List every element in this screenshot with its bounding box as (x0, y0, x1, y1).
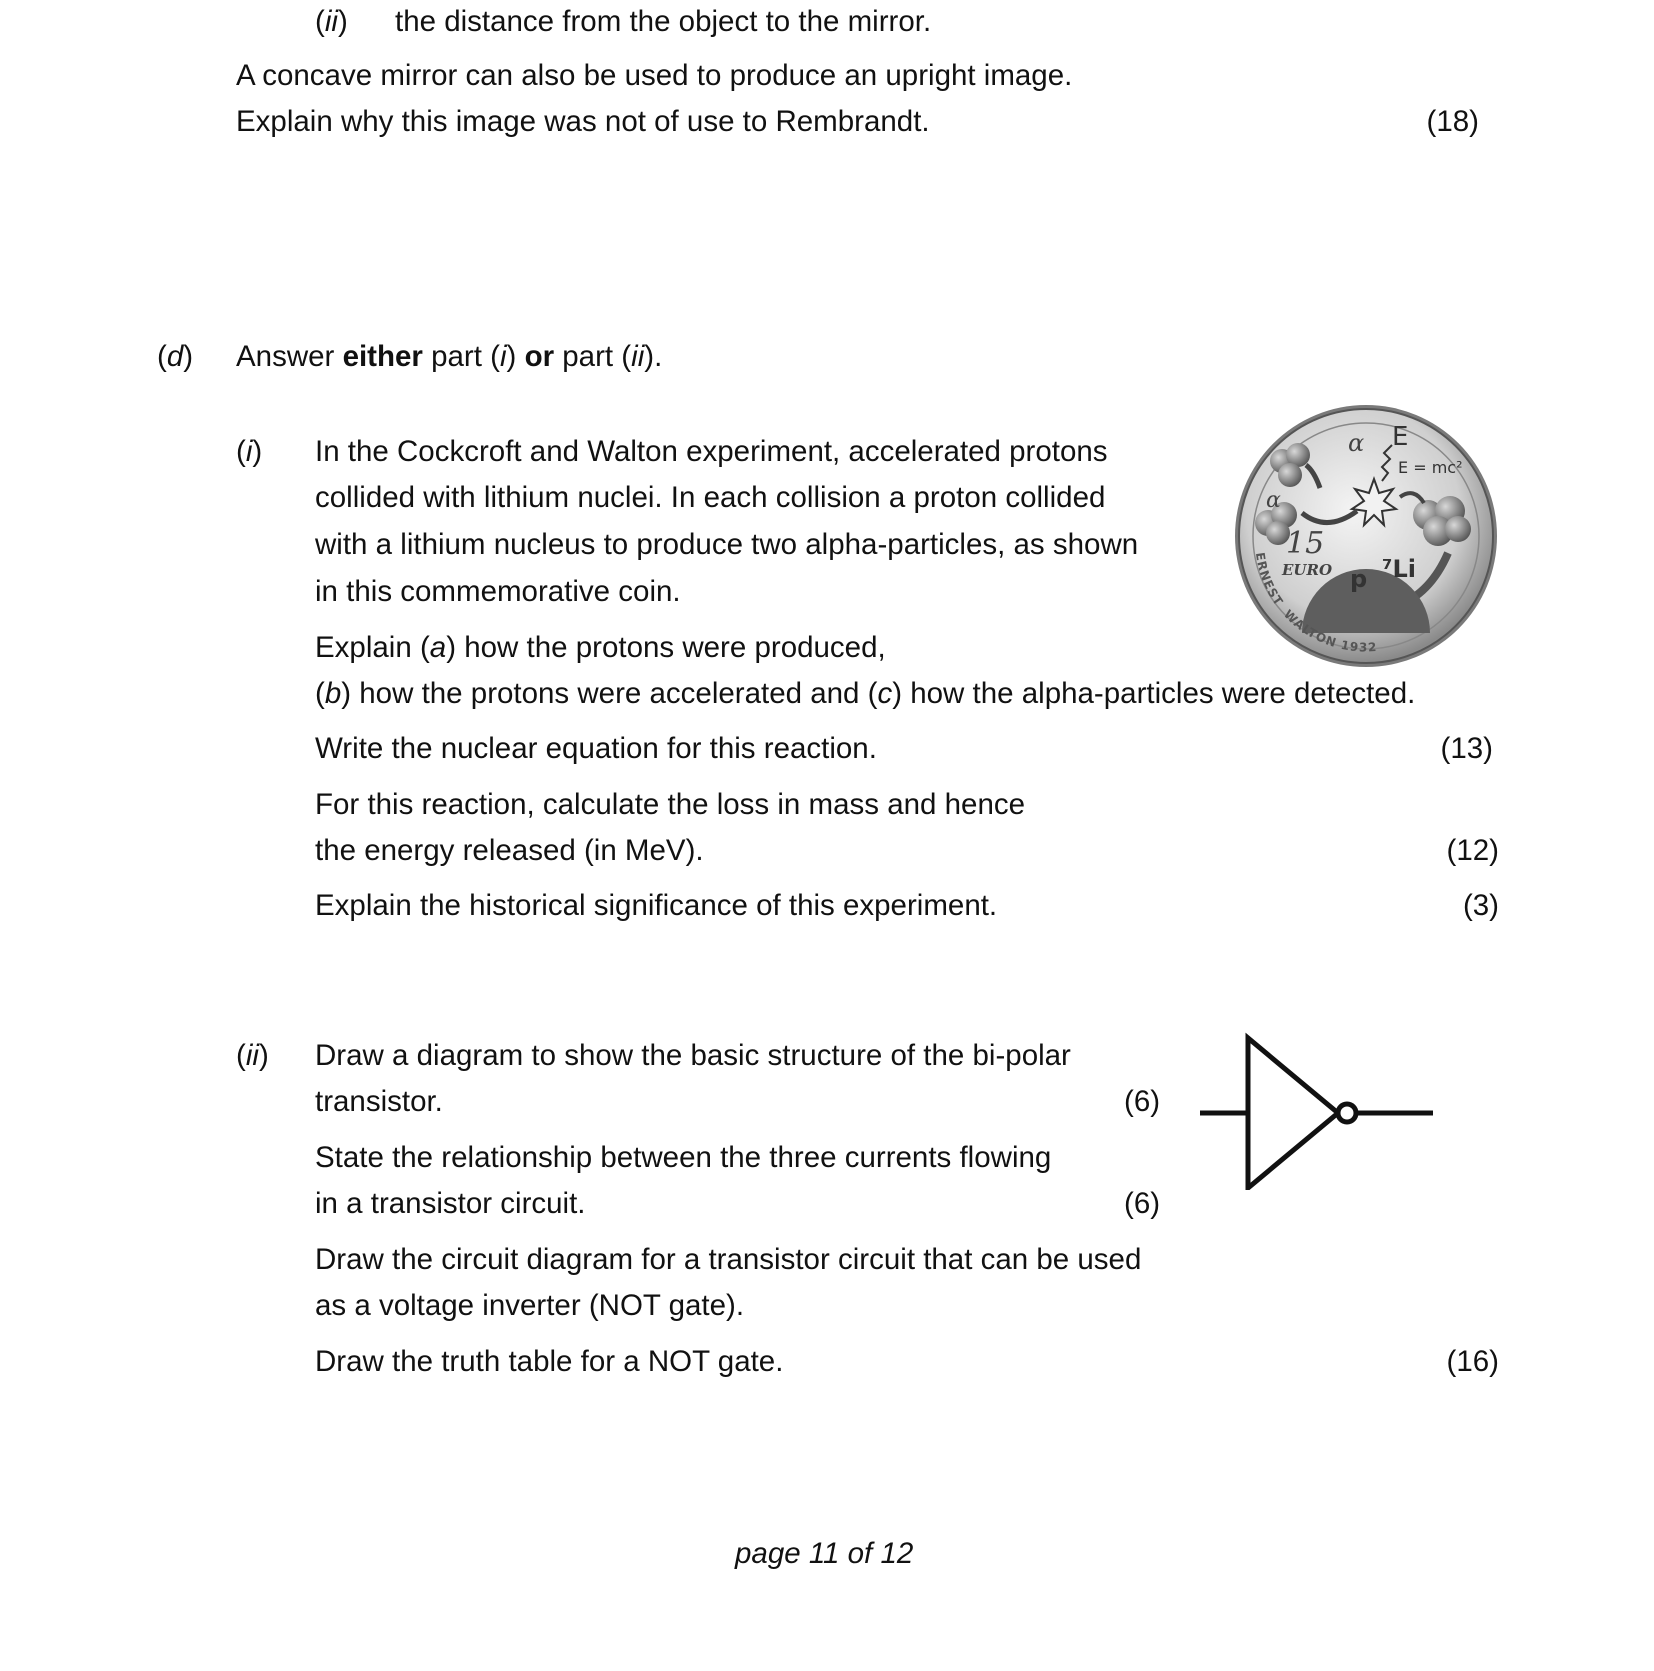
question-line: collided with lithium nuclei. In each collision a proton collided (315, 481, 1106, 514)
coin-proton-label: p (1350, 565, 1368, 593)
question-line: the distance from the object to the mirror. (395, 5, 932, 38)
marks-label: (16) (1446, 1345, 1499, 1378)
marks-label: (6) (1124, 1187, 1161, 1220)
question-line: the energy released (in MeV). (315, 834, 704, 867)
marks-label: (3) (1462, 889, 1499, 922)
page-number: page 11 of 12 (735, 1537, 914, 1570)
marks-label: (6) (1124, 1085, 1161, 1118)
question-line: State the relationship between the three currents flowing (315, 1141, 1052, 1174)
item-label-i: (i) (236, 435, 263, 468)
section-instruction: Answer either part (i) or part (ii). (236, 340, 663, 373)
not-gate-symbol (1200, 1030, 1440, 1190)
question-line: Draw the truth table for a NOT gate. (315, 1345, 784, 1378)
question-line: Write the nuclear equation for this reaction. (315, 732, 877, 765)
marks-label: (12) (1446, 834, 1499, 867)
question-line: in a transistor circuit. (315, 1187, 586, 1220)
section-label-d: (d) (157, 340, 194, 373)
coin-denomination: 15 (1286, 526, 1325, 561)
commemorative-coin-image (1232, 403, 1500, 669)
marks-label: (13) (1440, 732, 1493, 765)
question-line: Draw a diagram to show the basic structure of the bi-polar (315, 1039, 1071, 1072)
coin-alpha-left: α (1266, 488, 1281, 513)
question-line: with a lithium nucleus to produce two alpha-particles, as shown (315, 528, 1139, 561)
question-paragraph: A concave mirror can also be used to produce an upright image. (236, 59, 1073, 92)
coin-currency: EURO (1282, 561, 1333, 579)
question-line: Explain the historical significance of this experiment. (315, 889, 998, 922)
question-line: as a voltage inverter (NOT gate). (315, 1289, 745, 1322)
coin-rim-inscription: ERNEST WALTON 1932 (1252, 551, 1378, 655)
item-label-ii: (ii) (315, 5, 348, 38)
question-line: For this reaction, calculate the loss in mass and hence (315, 788, 1026, 821)
coin-alpha-top: α (1348, 429, 1365, 457)
question-line: (b) how the protons were accelerated and (c) how the alpha-particles were detected. (315, 677, 1416, 710)
item-label-ii: (ii) (236, 1039, 269, 1072)
coin-energy-label: E (1392, 422, 1409, 452)
question-line: Draw the circuit diagram for a transistor circuit that can be used (315, 1243, 1142, 1276)
coin-lithium-label: ⁷Li (1382, 555, 1417, 583)
marks-label: (18) (1426, 105, 1479, 138)
question-line: In the Cockcroft and Walton experiment, accelerated protons (315, 435, 1108, 468)
question-line: Explain (a) how the protons were produced, (315, 631, 886, 664)
coin-formula: E = mc² (1398, 458, 1463, 477)
question-line: transistor. (315, 1085, 443, 1118)
question-line: in this commemorative coin. (315, 575, 681, 608)
question-paragraph: Explain why this image was not of use to Rembrandt. (236, 105, 930, 138)
